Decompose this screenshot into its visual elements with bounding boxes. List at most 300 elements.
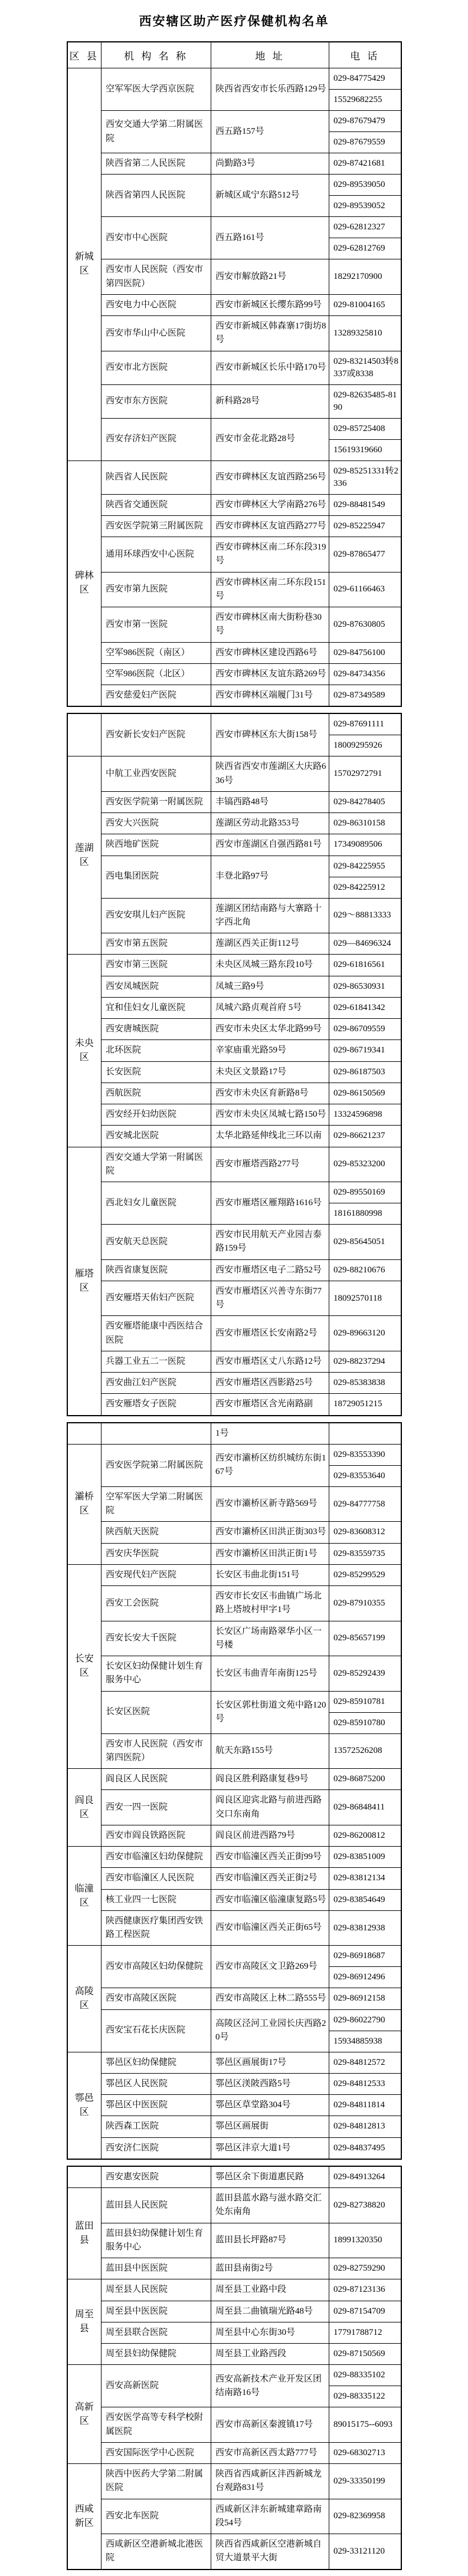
phone-number: 029-86709559 <box>333 1024 385 1034</box>
institution-row <box>67 955 401 976</box>
institution-address: 鄠邑区渼陂西路5号 <box>211 2073 329 2094</box>
district-cell: 雁塔区 <box>67 1147 102 1416</box>
institutions-table-segment <box>67 41 402 707</box>
institution-row <box>67 2166 401 2188</box>
institution-name: 周至县联合医院 <box>102 2322 211 2343</box>
phone-number: 029-88210676 <box>333 1265 385 1275</box>
institution-phone-cell <box>329 1104 401 1126</box>
institution-row <box>67 2073 401 2094</box>
institution-phone-cell <box>329 2188 401 2223</box>
institution-phone-cell <box>329 1769 401 1790</box>
institution-address: 西安市高新区秦渡镇17号 <box>211 2407 329 2443</box>
institutions-table-segment <box>67 1422 402 2160</box>
institution-name: 陕西森工医院 <box>102 2116 211 2137</box>
institution-phone-cell <box>329 1281 401 1316</box>
institution-address: 阎良区迎宾北路与前进西路交口东南角 <box>211 1790 329 1825</box>
institution-phone-cell <box>329 1522 401 1543</box>
institution-name: 西安工会医院 <box>102 1586 211 1621</box>
institution-row <box>67 756 401 792</box>
institution-name: 西安雁塔女子医院 <box>102 1394 211 1416</box>
institution-row <box>67 2258 401 2279</box>
phone-number: 029-86187503 <box>333 1067 385 1077</box>
phone-number: 029-62812769 <box>329 238 401 259</box>
institution-row <box>67 898 401 933</box>
institution-row <box>67 1564 401 1585</box>
institution-phone-cell <box>329 976 401 997</box>
institution-address: 西安市未央区凤城七路150号 <box>211 1104 329 1126</box>
institution-address: 西安市碑林区友谊西路256号 <box>211 460 329 494</box>
institution-row <box>67 2137 401 2159</box>
institution-row <box>67 294 401 315</box>
institution-address: 新科路28号 <box>211 384 329 418</box>
institution-address: 鄠邑区画展街 <box>211 2116 329 2137</box>
institution-name: 西安长安大千医院 <box>102 1621 211 1656</box>
institution-address: 西安市雁塔区含光南路副 <box>211 1394 329 1416</box>
institution-phone-cell <box>329 1147 401 1182</box>
phone-number: 029-85657199 <box>333 1633 385 1643</box>
institution-name: 陕西健康医疗集团西安铁路工程医院 <box>102 1910 211 1946</box>
institution-name: 长安区妇幼保健计划生育服务中心 <box>102 1656 211 1692</box>
institution-phone-cell <box>329 2534 401 2570</box>
institution-phone-cell <box>329 2166 401 2188</box>
phone-number: 029-83812134 <box>333 1873 385 1883</box>
institution-row <box>67 2009 401 2052</box>
phone-number: 15529682255 <box>329 89 401 110</box>
institution-row <box>67 1351 401 1372</box>
phone-number: 029-83854649 <box>333 1894 385 1904</box>
institution-phone-cell <box>329 2499 401 2534</box>
institution-address: 西安市未央区育新路8号 <box>211 1083 329 1104</box>
institution-row <box>67 1889 401 1910</box>
institution-row <box>67 2499 401 2534</box>
phone-number: 029-88481549 <box>333 499 385 509</box>
institution-row <box>67 1423 401 1445</box>
column-header: 区 县 <box>67 42 102 68</box>
institution-phone-cell <box>329 68 401 111</box>
institution-phone-cell <box>329 460 401 494</box>
institution-phone-cell <box>329 1126 401 1147</box>
institution-name: 西安新长安妇产医院 <box>102 713 211 756</box>
institution-row <box>67 259 401 295</box>
phone-number: 029-61816561 <box>333 960 385 970</box>
phone-number: 029-86310158 <box>333 818 385 828</box>
phone-number: 029-84225955 <box>333 861 385 871</box>
institution-address: 太华北路延伸线北三环以南 <box>211 1126 329 1147</box>
institution-name: 西安市华山中心医院 <box>102 316 211 351</box>
institution-phone-cell <box>329 1423 401 1445</box>
institution-address: 周至县中心东街30号 <box>211 2322 329 2343</box>
institution-row <box>67 2188 401 2223</box>
institution-name: 西安存济妇产医院 <box>102 418 211 460</box>
district-cell <box>67 1423 102 1445</box>
phone-number: 029-81004165 <box>333 300 385 310</box>
institution-name: 西安市中心医院 <box>102 217 211 259</box>
institution-phone-cell <box>329 955 401 976</box>
institution-address: 西五路157号 <box>211 111 329 153</box>
institution-address: 鄠邑区余下街道惠民路 <box>211 2166 329 2188</box>
institution-name: 西安庆华医院 <box>102 1543 211 1564</box>
institutions-table <box>0 41 468 2570</box>
phone-number: 029-88335102 <box>333 2370 385 2380</box>
institution-name: 陕西中医药大学第二附属医院 <box>102 2464 211 2499</box>
phone-number: 029-33350199 <box>333 2476 385 2486</box>
institution-row <box>67 418 401 460</box>
institution-address: 西安市雁塔区雁翔路1616号 <box>211 1182 329 1225</box>
phone-number: 029-86621237 <box>333 1131 385 1141</box>
institution-name: 蓝田县中医医院 <box>102 2258 211 2279</box>
institution-phone-cell <box>329 2344 401 2365</box>
institution-address: 蓝田县长坪路87号 <box>211 2223 329 2258</box>
institution-row <box>67 1691 401 1733</box>
district-cell: 西咸新区 <box>67 2464 102 2570</box>
institution-address: 辛家庙重光路59号 <box>211 1040 329 1061</box>
institution-name: 西安现代妇产医院 <box>102 1564 211 1585</box>
phone-number: 029-85725408 <box>333 423 385 433</box>
institution-row <box>67 2534 401 2570</box>
institution-phone-cell <box>329 2009 401 2052</box>
institution-row <box>67 1394 401 1416</box>
institution-name: 西安安琪儿妇产医院 <box>102 898 211 933</box>
phone-number: 029-87691111 <box>333 719 384 729</box>
institution-phone-cell <box>329 1847 401 1868</box>
institution-name: 陕西航天医院 <box>102 1522 211 1543</box>
phone-number: 18292170900 <box>333 272 382 281</box>
institution-row <box>67 1790 401 1825</box>
institution-name: 西安经开妇幼医院 <box>102 1104 211 1126</box>
institution-address: 莲湖区劳动北路353号 <box>211 813 329 834</box>
institution-row <box>67 1868 401 1889</box>
institution-row <box>67 111 401 153</box>
institution-name: 西安市阎良铁路医院 <box>102 1825 211 1846</box>
institution-name: 长安区医院 <box>102 1691 211 1733</box>
institution-row <box>67 1522 401 1543</box>
institution-name: 陕西省人民医院 <box>102 460 211 494</box>
institution-address: 西安市新城区长乐中路170号 <box>211 351 329 384</box>
institution-address: 蓝田县蓝水路与滋水路交汇处东南角 <box>211 2188 329 2223</box>
institution-phone-cell <box>329 2301 401 2322</box>
institution-address: 鄠邑区画展街17号 <box>211 2052 329 2073</box>
institution-address: 西安市碑林区友谊东路269号 <box>211 663 329 685</box>
institution-address: 西安市高陵区文卫路269号 <box>211 1946 329 1988</box>
institution-address: 西安市灞桥区纺织城纺东街167号 <box>211 1444 329 1486</box>
district-cell: 莲湖区 <box>67 756 102 955</box>
institution-name: 鄠邑区中医医院 <box>102 2095 211 2116</box>
institution-phone-cell <box>329 494 401 515</box>
district-cell: 阎良区 <box>67 1769 102 1847</box>
institution-phone-cell <box>329 153 401 175</box>
institution-row <box>67 572 401 607</box>
institution-address: 长安区广场南路翠华小区一号楼 <box>211 1621 329 1656</box>
institution-name: 空军986医院（南区） <box>102 642 211 663</box>
phone-number: 029～88813333 <box>333 910 391 920</box>
institution-phone-cell <box>329 1691 401 1733</box>
phone-number: 029-84225912 <box>329 877 401 898</box>
institution-address: 阎良区胜利路康复巷9号 <box>211 1769 329 1790</box>
institution-address: 鄠邑区草堂路304号 <box>211 2095 329 2116</box>
institution-row <box>67 2442 401 2463</box>
institution-phone-cell <box>329 316 401 351</box>
phone-number: 029-84811814 <box>333 2100 385 2110</box>
institution-row <box>67 2301 401 2322</box>
institution-phone-cell <box>329 1868 401 1889</box>
institution-name: 西安国际医学中心医院 <box>102 2442 211 2463</box>
phone-number: 029-61166463 <box>333 584 385 594</box>
phone-number: 029-83812938 <box>333 1923 385 1933</box>
institution-phone-cell <box>329 175 401 217</box>
phone-number: 029-83559735 <box>333 1548 385 1558</box>
institution-row <box>67 1444 401 1486</box>
phone-number: 029-84812533 <box>333 2078 385 2088</box>
institution-address: 西安市碑林区南二环东段151号 <box>211 572 329 607</box>
institution-row <box>67 460 401 494</box>
district-cell <box>67 713 102 756</box>
institution-address: 长安区韦曲青年南街125号 <box>211 1656 329 1692</box>
institution-row <box>67 2407 401 2443</box>
institution-address: 西安市高陵区上林二路555号 <box>211 1988 329 2009</box>
institution-name: 西安大兴医院 <box>102 813 211 834</box>
phone-number: 029-83214503转8337或8338 <box>333 356 398 379</box>
institution-name: 兵器工业五二一医院 <box>102 1351 211 1372</box>
institution-name: 西安市第三医院 <box>102 955 211 976</box>
institution-row <box>67 1225 401 1260</box>
institution-row <box>67 1910 401 1946</box>
institution-name: 西安慈爱妇产医院 <box>102 685 211 707</box>
phone-number: 029-84812813 <box>333 2121 385 2131</box>
institution-row <box>67 607 401 643</box>
institution-phone-cell <box>329 1910 401 1946</box>
institution-row <box>67 2052 401 2073</box>
institution-name: 西安凤城医院 <box>102 976 211 997</box>
phone-number: 029-87679559 <box>329 131 401 153</box>
phone-number: 029-87154709 <box>333 2306 385 2316</box>
institution-phone-cell <box>329 1061 401 1083</box>
institution-address: 丰登北路97号 <box>211 856 329 898</box>
phone-number: 029-86912496 <box>329 1966 401 1988</box>
phone-number: 029—84696324 <box>333 939 391 949</box>
phone-number: 029-85910780 <box>329 1712 401 1733</box>
institution-row <box>67 856 401 898</box>
institution-address: 西安市碑林区友谊西路277号 <box>211 515 329 537</box>
institution-phone-cell <box>329 1790 401 1825</box>
institution-row <box>67 813 401 834</box>
institution-row <box>67 2095 401 2116</box>
institution-address: 西安市灞桥区田洪正街1号 <box>211 1543 329 1564</box>
phone-number: 029-89663120 <box>333 1328 385 1338</box>
institution-name: 鄠邑区妇幼保健院 <box>102 2052 211 2073</box>
phone-number: 18161880998 <box>329 1203 401 1224</box>
institution-name: 陕西省第二人民医院 <box>102 153 211 175</box>
institution-address: 长安区韦曲北街151号 <box>211 1564 329 1585</box>
institution-address: 西安市雁塔区长安南路2号 <box>211 1316 329 1351</box>
institution-name <box>102 1423 211 1445</box>
phone-number: 18092570118 <box>333 1293 382 1303</box>
phone-number: 029-82369958 <box>333 2511 385 2521</box>
institution-row <box>67 2279 401 2301</box>
institution-phone-cell <box>329 2365 401 2407</box>
institution-address: 西安市灞桥区新寺路569号 <box>211 1486 329 1522</box>
institution-name: 西安宝石花长庆医院 <box>102 2009 211 2052</box>
institution-phone-cell <box>329 1225 401 1260</box>
institution-address: 西安市莲湖区自强西路81号 <box>211 834 329 856</box>
institutions-table-segment <box>67 713 402 1416</box>
institution-phone-cell <box>329 713 401 756</box>
institution-address: 西安市民用航天产业园吉泰路159号 <box>211 1225 329 1260</box>
institution-name: 蓝田县人民医院 <box>102 2188 211 2223</box>
phone-number: 029-85323200 <box>333 1159 385 1169</box>
institution-row <box>67 1621 401 1656</box>
institution-address: 鄠邑区沣京大道1号 <box>211 2137 329 2159</box>
institution-row <box>67 1061 401 1083</box>
institution-phone-cell <box>329 2464 401 2499</box>
district-cell: 临潼区 <box>67 1847 102 1946</box>
district-cell: 新城区 <box>67 68 102 461</box>
institution-phone-cell <box>329 791 401 812</box>
institution-phone-cell <box>329 294 401 315</box>
institution-address: 陕西省西咸新区空港新城自贸大道景平大街 <box>211 2534 329 2570</box>
institution-name: 西航医院 <box>102 1083 211 1104</box>
phone-number: 029-85299529 <box>333 1570 385 1580</box>
institution-address: 周至县工业路西段 <box>211 2344 329 2365</box>
phone-number: 029-84756100 <box>333 647 385 657</box>
institution-name: 陕西地矿医院 <box>102 834 211 856</box>
institution-row <box>67 976 401 997</box>
institution-phone-cell <box>329 537 401 573</box>
institution-address: 西安市长安区韦曲镇广场北路上塔坡村甲字1号 <box>211 1586 329 1621</box>
institution-row <box>67 384 401 418</box>
institution-name: 蓝田县妇幼保健计划生育服务中心 <box>102 2223 211 2258</box>
district-cell: 灞桥区 <box>67 1444 102 1564</box>
institution-phone-cell <box>329 1889 401 1910</box>
institution-row <box>67 1040 401 1061</box>
institution-row <box>67 1656 401 1692</box>
institution-address: 蓝田县南街2号 <box>211 2258 329 2279</box>
district-cell: 高陵区 <box>67 1946 102 2052</box>
institution-address: 西安市临潼区西关正街99号 <box>211 1847 329 1868</box>
institution-address: 西安市雁塔区电子二路52号 <box>211 1259 329 1281</box>
phone-number: 029-87349589 <box>333 690 385 700</box>
institution-phone-cell <box>329 2052 401 2073</box>
institution-name: 西安市人民医院（西安市第四医院） <box>102 259 211 295</box>
institution-row <box>67 537 401 573</box>
phone-number: 029-89550169 <box>333 1187 385 1197</box>
institution-address: 陕西省西安市莲湖区大庆路636号 <box>211 756 329 792</box>
institution-phone-cell <box>329 1825 401 1846</box>
institution-address: 周至县二曲镇瑞光路48号 <box>211 2301 329 2322</box>
institution-row <box>67 713 401 756</box>
institution-name: 西电集团医院 <box>102 856 211 898</box>
institution-phone-cell <box>329 1182 401 1225</box>
phone-number: 029-84734356 <box>333 669 385 679</box>
phone-number: 029-86022790 <box>333 2015 385 2025</box>
institution-row <box>67 175 401 217</box>
phone-number: 029-85225947 <box>333 521 385 531</box>
institution-address: 西安市金花北路28号 <box>211 418 329 460</box>
institution-name: 长安医院 <box>102 1061 211 1083</box>
institution-phone-cell <box>329 607 401 643</box>
institution-phone-cell <box>329 572 401 607</box>
institution-row <box>67 1126 401 1147</box>
institution-name: 西安惠安医院 <box>102 2166 211 2188</box>
institution-phone-cell <box>329 418 401 460</box>
institution-name: 陕西省第四人民医院 <box>102 175 211 217</box>
phone-number: 13324596898 <box>333 1110 382 1120</box>
institution-address: 阎良区前进西路79号 <box>211 1825 329 1846</box>
institutions-table-segment <box>67 2166 402 2570</box>
institution-address: 莲湖区西关正街112号 <box>211 933 329 955</box>
phone-number: 17791788712 <box>333 2327 382 2337</box>
phone-number: 029-86848411 <box>333 1802 385 1812</box>
institution-name: 西安市东方医院 <box>102 384 211 418</box>
institution-name: 西安航天总医院 <box>102 1225 211 1260</box>
institution-name: 陕西省交通医院 <box>102 494 211 515</box>
institution-row <box>67 663 401 685</box>
institution-row <box>67 515 401 537</box>
institution-row <box>67 1586 401 1621</box>
phone-number: 13572526208 <box>333 1746 382 1756</box>
district-cell: 碑林区 <box>67 460 102 706</box>
phone-number: 029-87150569 <box>333 2349 385 2359</box>
institution-address: 西安市碑林区建设西路6号 <box>211 642 329 663</box>
district-cell: 未央区 <box>67 955 102 1147</box>
institution-address: 西安高新技术产业开发区团结南路16号 <box>211 2365 329 2407</box>
institution-name: 西安市第一医院 <box>102 607 211 643</box>
institution-row <box>67 1182 401 1225</box>
institution-phone-cell <box>329 1373 401 1394</box>
district-cell <box>67 2166 102 2188</box>
institution-address: 周至县工业路中段 <box>211 2279 329 2301</box>
institution-name: 西安市人民医院（西安市第四医院） <box>102 1733 211 1769</box>
institution-address: 陕西省西安市长乐西路129号 <box>211 68 329 111</box>
institution-address: 西安市高新区西太路777号 <box>211 2442 329 2463</box>
institution-row <box>67 1281 401 1316</box>
institution-row <box>67 2365 401 2407</box>
institution-row <box>67 1259 401 1281</box>
phone-number: 029-68302713 <box>333 2447 385 2457</box>
institution-address: 西安市碑林区南二环东段319号 <box>211 537 329 573</box>
institution-name: 西咸新区空港新城北港医院 <box>102 2534 211 2570</box>
institution-row <box>67 1104 401 1126</box>
institution-name: 西安医学院第三附属医院 <box>102 515 211 537</box>
institution-row <box>67 2322 401 2343</box>
institution-address: 西安市未央区太华北路99号 <box>211 1019 329 1040</box>
institution-phone-cell <box>329 756 401 792</box>
phone-number: 029-87123136 <box>333 2285 385 2295</box>
institution-phone-cell <box>329 1394 401 1416</box>
institution-phone-cell <box>329 933 401 955</box>
phone-number: 029-83553390 <box>333 1449 385 1459</box>
institution-row <box>67 217 401 259</box>
institution-phone-cell <box>329 2279 401 2301</box>
institution-name: 空军军医大学西京医院 <box>102 68 211 111</box>
institution-row <box>67 1847 401 1868</box>
institution-phone-cell <box>329 1019 401 1040</box>
phone-number: 029-61841342 <box>333 1002 385 1012</box>
institution-name: 西安曲江妇产医院 <box>102 1373 211 1394</box>
institution-phone-cell <box>329 1988 401 2009</box>
institution-row <box>67 351 401 384</box>
institution-phone-cell <box>329 515 401 537</box>
institution-phone-cell <box>329 217 401 259</box>
institution-name: 西安雁塔天佑妇产医院 <box>102 1281 211 1316</box>
institution-row <box>67 997 401 1018</box>
institution-phone-cell <box>329 898 401 933</box>
institution-phone-cell <box>329 1259 401 1281</box>
institution-row <box>67 933 401 955</box>
phone-number: 029-84913264 <box>333 2172 385 2182</box>
phone-number: 029-86912158 <box>333 1993 385 2003</box>
institution-name: 阎良区人民医院 <box>102 1769 211 1790</box>
institution-address: 西安市新城区韩森寨17街坊8号 <box>211 316 329 351</box>
